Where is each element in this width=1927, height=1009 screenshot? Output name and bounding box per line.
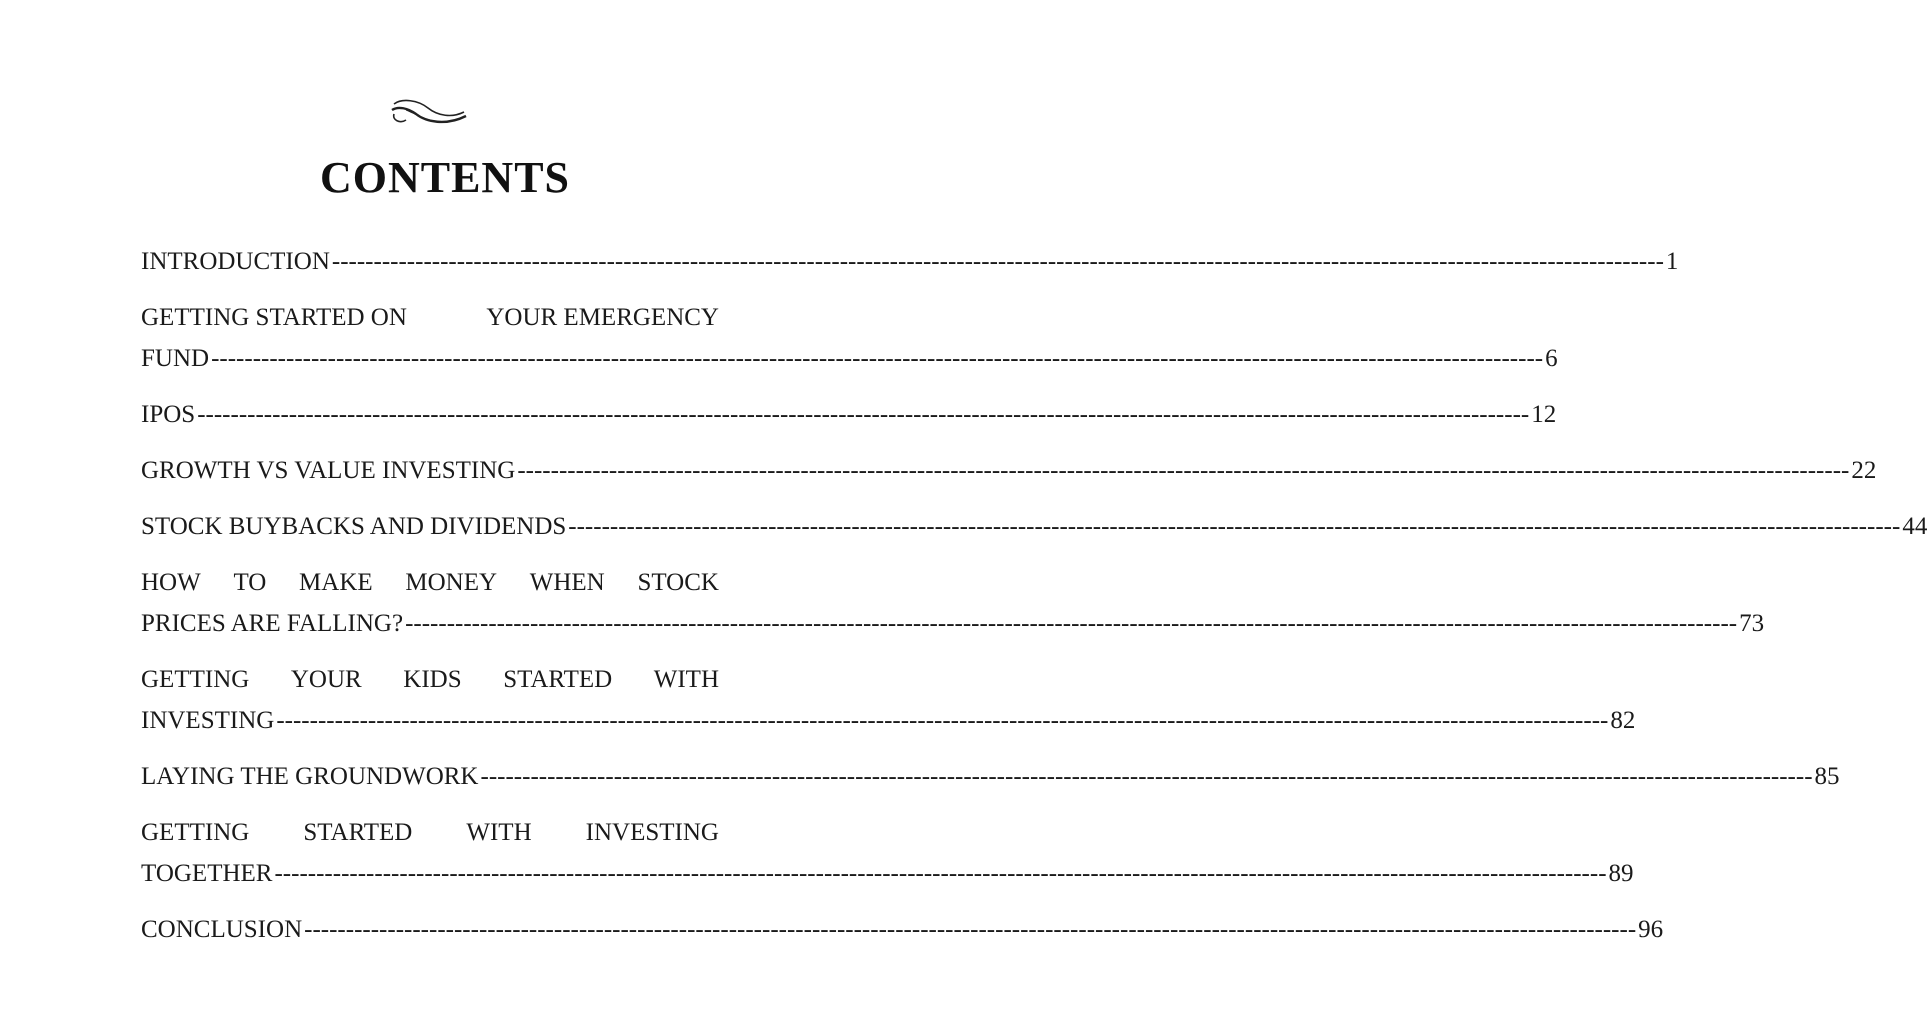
toc-entry-line	[141, 245, 1679, 279]
toc-word: YOUR	[290, 666, 362, 693]
toc-entry-line	[141, 760, 1840, 794]
toc-word: YOUR EMERGENCY	[486, 304, 719, 331]
toc-entry-title: FUND	[141, 345, 210, 372]
dot-leader: ----------------------------------------------------------------------------------------------------------------------------------------------------------------	[405, 610, 1738, 637]
toc-entry-title: STOCK BUYBACKS AND DIVIDENDS	[141, 513, 567, 540]
toc-page-number: 6	[1545, 345, 1558, 372]
dot-leader: ----------------------------------------------------------------------------------------------------------------------------------------------------------------	[274, 860, 1607, 887]
flourish-ornament-icon	[388, 96, 470, 130]
toc-word: MAKE	[299, 569, 373, 596]
toc-entry-line	[141, 342, 1558, 376]
toc-page-number: 22	[1851, 457, 1877, 484]
toc-entry-title: PRICES ARE FALLING?	[141, 610, 404, 637]
toc-entry-line	[141, 816, 719, 850]
dot-leader: ----------------------------------------------------------------------------------------------------------------------------------------------------------------	[568, 513, 1901, 540]
toc-word: HOW	[141, 569, 201, 596]
dot-leader: ----------------------------------------------------------------------------------------------------------------------------------------------------------------	[276, 707, 1609, 734]
toc-entry-title: INTRODUCTION	[141, 248, 330, 275]
toc-word: KIDS	[403, 666, 462, 693]
toc-page-number: 44	[1902, 513, 1927, 540]
toc-word: TO	[233, 569, 267, 596]
toc-word: MONEY	[405, 569, 498, 596]
toc-word: WITH	[653, 666, 719, 693]
toc-page-number: 1	[1665, 248, 1679, 275]
toc-entry-title: IPOS	[141, 401, 196, 428]
toc-page-number: 73	[1739, 610, 1765, 637]
toc-word: GETTING	[141, 666, 250, 693]
toc-entry-line	[141, 663, 719, 697]
toc-word: GETTING STARTED ON	[141, 304, 407, 331]
toc-word: GETTING	[141, 819, 250, 846]
toc-page-number: 85	[1814, 763, 1840, 790]
dot-leader: ----------------------------------------------------------------------------------------------------------------------------------------------------------------	[197, 401, 1530, 428]
dot-leader: ----------------------------------------------------------------------------------------------------------------------------------------------------------------	[331, 248, 1664, 275]
toc-entry-line	[141, 566, 719, 600]
toc-page-number: 12	[1531, 401, 1557, 428]
dot-leader: ----------------------------------------------------------------------------------------------------------------------------------------------------------------	[480, 763, 1813, 790]
page-title: CONTENTS	[319, 153, 571, 202]
toc-entry-title: CONCLUSION	[141, 916, 303, 943]
toc-entry-line	[141, 704, 1636, 738]
toc-entry-line	[141, 510, 1927, 544]
toc-page-number: 82	[1610, 707, 1636, 734]
toc-entry-line	[141, 607, 1765, 641]
toc-word: STARTED	[303, 819, 413, 846]
dot-leader: ----------------------------------------------------------------------------------------------------------------------------------------------------------------	[211, 345, 1544, 372]
toc-word: STARTED	[503, 666, 613, 693]
toc-entry-title: GROWTH VS VALUE INVESTING	[141, 457, 516, 484]
toc-entry-title: LAYING THE GROUNDWORK	[141, 763, 479, 790]
toc-entry-line	[141, 857, 1634, 891]
toc-entry-line	[141, 913, 1664, 947]
dot-leader: ----------------------------------------------------------------------------------------------------------------------------------------------------------------	[517, 457, 1850, 484]
toc-entry-title: INVESTING	[141, 707, 275, 734]
toc-word: WHEN	[529, 569, 605, 596]
toc-word: INVESTING	[585, 819, 719, 846]
toc-word: STOCK	[637, 569, 719, 596]
toc-word: WITH	[466, 819, 532, 846]
toc-entry-line	[141, 454, 1877, 488]
toc-entry-title: TOGETHER	[141, 860, 273, 887]
toc-entry-line	[141, 398, 1557, 432]
dot-leader: ----------------------------------------------------------------------------------------------------------------------------------------------------------------	[304, 916, 1637, 943]
toc-page-number: 96	[1638, 916, 1664, 943]
toc-entry-line	[141, 301, 719, 335]
toc-page-number: 89	[1608, 860, 1634, 887]
